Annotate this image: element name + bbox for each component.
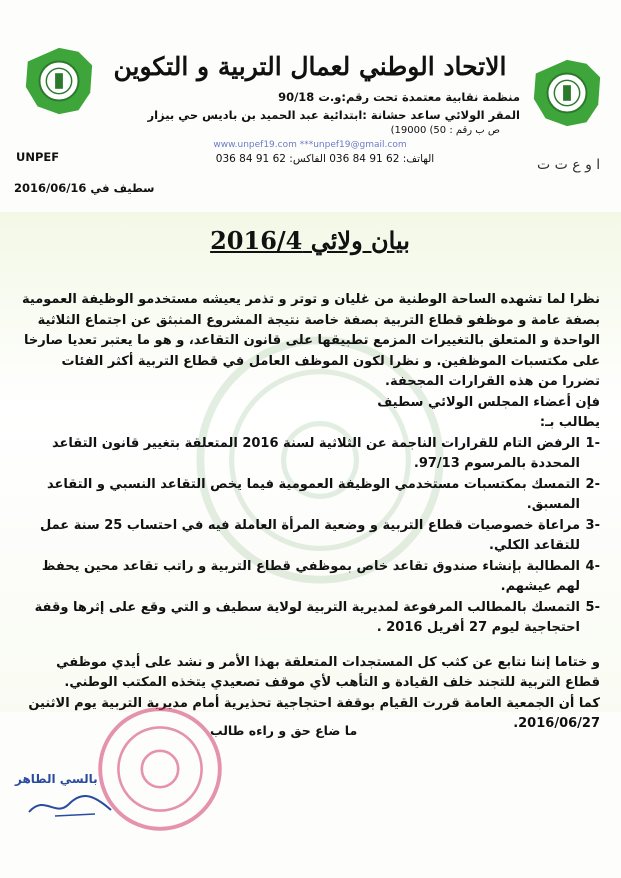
- statement-body: [22, 290, 600, 735]
- list-item: -3 مراعاة خصوصيات قطاع التربية و وضعية المرأة العاملة فيه في احتساب 25 سنة عمل للتقاعد الكلي.: [39, 517, 600, 553]
- handwritten-signature-icon: [25, 790, 115, 820]
- contacts-line: www.unpef19.com ***unpef19@gmail.com: [213, 140, 407, 150]
- signatory-name: بالسي الطاهر: [15, 772, 98, 786]
- unpef-abbreviation: UNPEF: [16, 150, 60, 164]
- organization-name: الاتحاد الوطني لعمال التربية و التكوين: [113, 52, 507, 81]
- algeria-map-logo-icon: [20, 42, 98, 120]
- phones-line: الهاتف: 62 91 84 036 الفاكس: 62 91 84 036: [215, 153, 435, 165]
- document-title: بيان ولائي 2016/4: [210, 226, 410, 255]
- closing-paragraph-2: كما أن الجمعية العامة قررت القيام بوقفة احتجاجية تحذيرية أمام مديرية التربية يوم الاثنين 2016/06/27.: [28, 695, 600, 731]
- list-item: -2 التمسك بمكتسبات مستخدمي الوظيفة العمومية فيما يخص التقاعد النسبي و التقاعد المسبق.: [47, 476, 600, 512]
- list-item: -5 التمسك بالمطالب المرفوعة لمديرية التربية لولاية سطيف و التي وقع على إثرها وقفة احتجاجية ليوم 27 أفريل 2016 .: [34, 599, 600, 635]
- closing-paragraph: و ختاما إننا نتابع عن كثب كل المستجدات المتعلقة بهذا الأمر و نشد على أيدي موظفي قطاع التربية للتجند خلف القيادة و التأهب لأي موقف تصعيدي يتخذه المكتب الوطني.: [56, 654, 600, 690]
- algeria-map-logo-icon: [528, 54, 606, 132]
- po-box-line: ص ب رقم : 50) 19000): [390, 125, 500, 136]
- document-date: سطيف في 2016/06/16: [14, 181, 155, 195]
- demand-lead: يطالب بـ:: [539, 415, 600, 430]
- registration-line: منظمة نقابية معتمدة تحت رقم:و.ت 90/18: [278, 90, 520, 104]
- address-line: المقر الولائي ساعد حشانة :ابتدائية عبد الحميد بن باديس حي بيزار: [147, 108, 520, 122]
- list-item: -1 الرفض التام للقرارات الناجمة عن الثلاثية لسنة 2016 المتعلقة بتغيير قانون التقاعد المحددة بالمرسوم 97/13.: [51, 435, 600, 471]
- closing-slogan: ما ضاع حق و راءه طالب: [210, 723, 358, 738]
- intro-paragraph: نظرا لما تشهده الساحة الوطنية من غليان و توتر و تذمر يعيشه مستخدمو الوظيفة العمومية بصفة عامة و موظفو قطاع التربية بصفة خاصة نتيجة المشروع المنبثق عن اجتماع الثلاثية الواحدة و المتعلق بالتغييرات المزمع تطبيقها على قانون التقاعد، و هو ما يعتبر تعديا صارخا على مكتسبات الموظفين. و نظرا لكون الموظف العامل في قطاع التربية أكثر الفئات تضررا من هذه القرارات المجحفة.: [22, 292, 600, 389]
- list-item: -4 المطالبة بإنشاء صندوق تقاعد خاص بموظفي قطاع التربية و راتب تقاعد محين يحفظ لهم عيشهم.: [41, 558, 600, 594]
- council-line: فإن أعضاء المجلس الولائي سطيف: [377, 394, 600, 410]
- arabic-abbreviation: ا و ع ت ت: [537, 157, 601, 173]
